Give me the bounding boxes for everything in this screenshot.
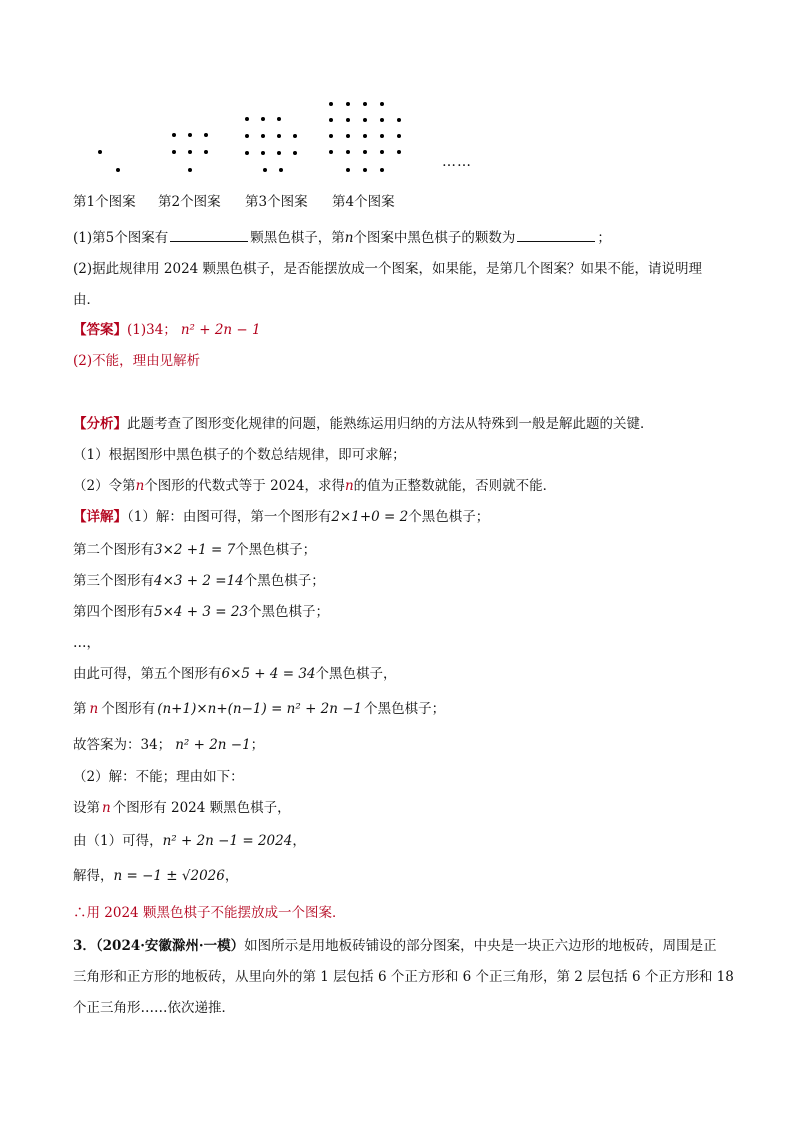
detail-tag: 【详解】 (73, 509, 127, 525)
detail-l7-math: (n+1)×n+(n−1) = n² + 2n −1 (157, 701, 363, 717)
detail-l6-b: 个黑色棋子， (315, 666, 397, 682)
chess-piece-dot (363, 118, 367, 122)
chess-piece-dot (277, 117, 281, 121)
chess-piece-dot (188, 133, 192, 137)
detail-l6-a: 由此可得，第五个图形有 (73, 666, 222, 682)
chess-piece-dot (329, 118, 333, 122)
chess-piece-dot (329, 134, 333, 138)
chess-piece-dot (397, 150, 401, 154)
chess-piece-dot (245, 151, 249, 155)
analysis-point-1: （1）根据图形中黑色棋子的个数总结规律，即可求解； (73, 447, 406, 463)
question-3-number: 3． (73, 938, 96, 954)
detail-l1-math: 2×1+0 = 2 (331, 509, 409, 525)
analysis-point-2 (73, 476, 556, 496)
answer-line-1 (73, 320, 261, 340)
q1-part-b: 颗黑色棋子，第 (250, 230, 345, 246)
detail-line-3 (73, 571, 325, 591)
chess-piece-dot (380, 168, 384, 172)
detail-l11-b: ， (292, 833, 306, 849)
q1-part-d: ； (597, 230, 611, 246)
pattern-label-4: 第4个图案 (332, 194, 395, 210)
chess-piece-dot (277, 151, 281, 155)
detail-l2-a: 第二个图形有 (73, 542, 154, 558)
chess-piece-dot (204, 150, 208, 154)
question-3-line-2: 三角形和正方形的地板砖，从里向外的第 1 层包括 6 个正方形和 6 个正三角形，第 2 层包括 6 个正方形和 18 (73, 969, 734, 985)
detail-l4-b: 个黑色棋子； (248, 604, 330, 620)
detail-line-12 (73, 866, 238, 886)
chess-piece-dot (245, 117, 249, 121)
detail-l12-math: n = −1 ± √2026 (113, 868, 225, 884)
chess-piece-dot (293, 151, 297, 155)
chess-piece-dot (397, 118, 401, 122)
chess-piece-dot (380, 118, 384, 122)
chess-piece-dot (329, 150, 333, 154)
chess-piece-dot (116, 168, 120, 172)
chess-piece-dot (261, 117, 265, 121)
chess-piece-dot (346, 168, 350, 172)
question-3-source: （2024·安徽滁州·一模） (95, 938, 245, 954)
q1-part-c: 个图案中黑色棋子的颗数为 (353, 230, 516, 246)
detail-l6-math: 6×5 + 4 = 34 (221, 666, 316, 682)
detail-l4-math: 5×4 + 3 = 23 (154, 604, 249, 620)
analysis-p2-n2: n (344, 478, 354, 494)
detail-l3-math: 4×3 + 2 =14 (154, 573, 244, 589)
q1-part-a: (1)第5个图案有 (73, 230, 169, 246)
analysis-p2-n: n (135, 478, 145, 494)
chess-piece-dot (363, 168, 367, 172)
detail-l11-a: 由（1）可得， (73, 833, 163, 849)
chess-piece-dot (204, 133, 208, 137)
detail-line-4 (73, 602, 329, 622)
detail-line-8 (73, 735, 264, 755)
chess-piece-dot (245, 134, 249, 138)
detail-l2-math: 3×2 +1 = 7 (154, 542, 236, 558)
detail-l8-b: ； (250, 737, 265, 753)
pattern-label-1: 第1个图案 (73, 194, 136, 210)
detail-l10-b: 个图形有 2024 颗黑色棋子， (112, 800, 291, 816)
analysis-p2-b: 个图形的代数式等于 2024，求得 (144, 478, 345, 494)
detail-l2-b: 个黑色棋子； (235, 542, 317, 558)
question-3-line-1 (73, 936, 717, 956)
answer-blank-1 (170, 227, 248, 242)
detail-line-5: …， (73, 635, 100, 651)
detail-line-6 (73, 664, 397, 684)
detail-conclusion: ∴用 2024 颗黑色棋子不能摆放成一个图案． (73, 905, 346, 921)
pattern-label-2: 第2个图案 (158, 194, 221, 210)
chess-piece-dot (279, 168, 283, 172)
detail-line-1 (73, 507, 489, 527)
analysis-tag: 【分析】 (73, 416, 127, 432)
detail-l7-n: n (89, 701, 99, 717)
detail-line-10 (73, 798, 291, 818)
detail-l4-a: 第四个图形有 (73, 604, 154, 620)
answer-expression: n² + 2n − 1 (180, 322, 261, 338)
analysis-line (73, 414, 654, 434)
chess-piece-dot (380, 134, 384, 138)
detail-l3-a: 第三个图形有 (73, 573, 154, 589)
chess-piece-dot (277, 134, 281, 138)
chess-piece-dot (380, 102, 384, 106)
analysis-p2-a: （2）令第 (73, 478, 136, 494)
question-2-line-1: (2)据此规律用 2024 颗黑色棋子，是否能摆放成一个图案，如果能，是第几个图案？如果不能，请说明理 (73, 261, 703, 277)
question-1 (73, 227, 611, 248)
pattern-label-3: 第3个图案 (245, 194, 308, 210)
chess-piece-dot (172, 150, 176, 154)
detail-l1-a: （1）解：由图可得，第一个图形有 (127, 509, 332, 525)
chess-piece-dot (346, 102, 350, 106)
chess-piece-dot (363, 134, 367, 138)
detail-line-2 (73, 540, 316, 560)
chess-piece-dot (188, 150, 192, 154)
question-3-text-1: 如图所示是用地板砖铺设的部分图案，中央是一块正六边形的地板砖，周围是正 (244, 938, 717, 954)
chess-piece-dot (397, 134, 401, 138)
detail-l1-b: 个黑色棋子； (408, 509, 490, 525)
detail-l11-math: n² + 2n −1 = 2024 (162, 833, 293, 849)
chess-piece-dot (172, 133, 176, 137)
detail-l7-c: 个黑色棋子； (364, 701, 446, 717)
question-3-line-3: 个正三角形……依次递推． (73, 1000, 235, 1016)
ellipsis: …… (442, 154, 472, 170)
detail-l12-b: ， (224, 868, 239, 884)
analysis-p2-c: 的值为正整数就能，否则就不能． (353, 478, 557, 494)
chess-piece-dot (363, 102, 367, 106)
answer-tag: 【答案】 (73, 322, 127, 338)
detail-line-9: （2）解：不能；理由如下： (73, 769, 244, 785)
detail-l10-n: n (102, 800, 111, 816)
detail-line-11 (73, 831, 306, 851)
chess-piece-dot (346, 150, 350, 154)
detail-l8-math: n² + 2n −1 (175, 737, 251, 753)
answer-part-1: (1)34； (127, 322, 177, 338)
detail-l7-a: 第 (73, 701, 87, 717)
answer-line-2: (2)不能，理由见解析 (73, 353, 201, 369)
chess-piece-dot (98, 150, 102, 154)
chess-piece-dot (293, 134, 297, 138)
chess-piece-dot (346, 118, 350, 122)
detail-l8-a: 故答案为：34； (73, 737, 172, 753)
q1-n: n (344, 230, 354, 246)
chess-piece-dot (363, 150, 367, 154)
answer-blank-2 (517, 227, 595, 242)
chess-piece-dot (329, 102, 333, 106)
detail-line-7 (73, 699, 445, 719)
detail-l12-a: 解得， (73, 868, 114, 884)
chess-piece-dot (263, 168, 267, 172)
chess-piece-dot (346, 134, 350, 138)
question-2-line-2: 由． (73, 292, 100, 308)
chess-piece-dot (380, 150, 384, 154)
analysis-text: 此题考查了图形变化规律的问题，能熟练运用归纳的方法从特殊到一般是解此题的关键． (127, 416, 654, 432)
chess-piece-dot (261, 134, 265, 138)
detail-l3-b: 个黑色棋子； (243, 573, 325, 589)
detail-l7-b: 个图形有 (101, 701, 156, 717)
chess-piece-dot (188, 168, 192, 172)
detail-l10-a: 设第 (73, 800, 100, 816)
chess-piece-dot (261, 151, 265, 155)
